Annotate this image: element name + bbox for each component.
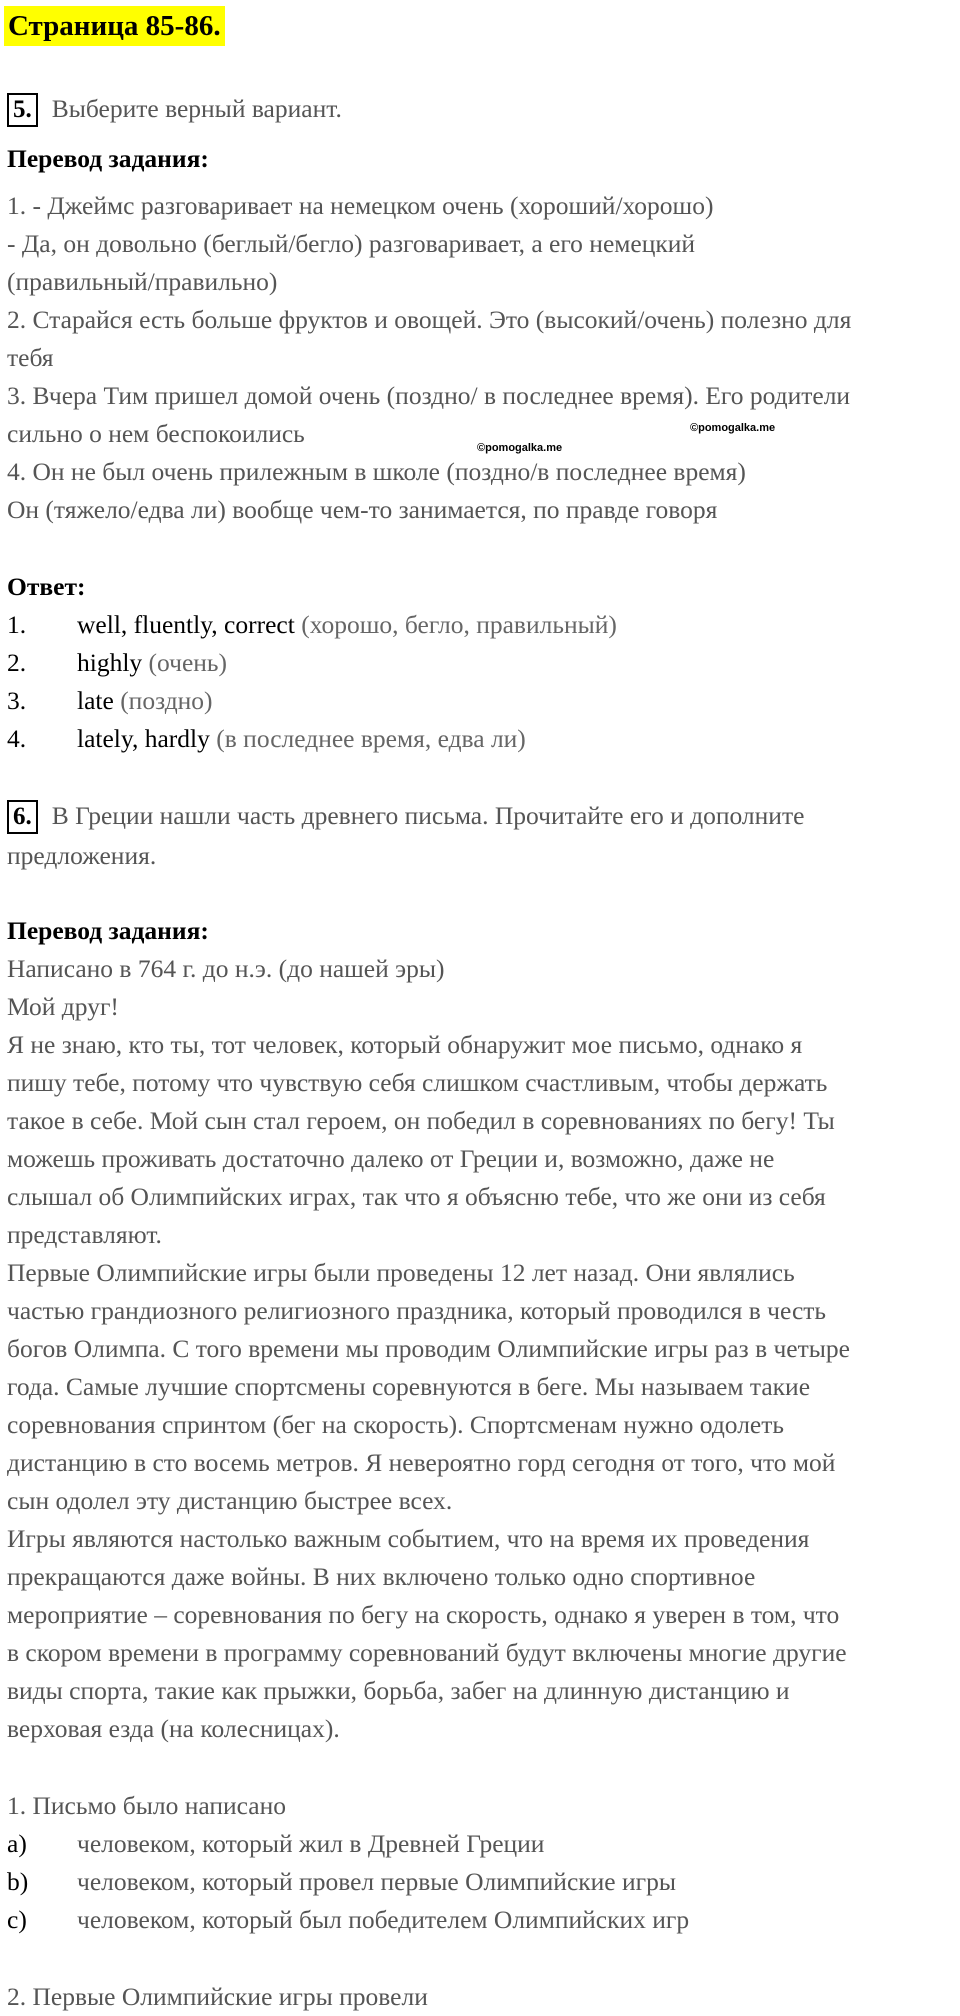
page-title: Страница 85-86.: [4, 6, 225, 46]
task5-translation-line: 2. Старайся есть больше фруктов и овощей. Это (высокий/очень) полезно для: [7, 305, 852, 334]
task5-translation-line: Он (тяжело/едва ли) вообще чем-то занимается, по правде говоря: [7, 495, 718, 524]
answer-russian: (в последнее время, едва ли): [216, 724, 526, 753]
answer-english: highly: [77, 648, 143, 677]
task5-translation-line: 4. Он не был очень прилежным в школе (поздно/в последнее время): [7, 457, 746, 486]
task6-text-line: Мой друг!: [7, 992, 119, 1021]
task6-text-line: частью грандиозного религиозного праздника, который проводился в честь: [7, 1296, 827, 1325]
task5-translation-line: сильно о нем беспокоились: [7, 419, 305, 448]
task6-text-line: виды спорта, такие как прыжки, борьба, забег на длинную дистанцию и: [7, 1676, 790, 1705]
task6-text-line: прекращаются даже войны. В них включено только одно спортивное: [7, 1562, 756, 1591]
task6-text-line: слышал об Олимпийских играх, так что я объясню тебе, что же они из себя: [7, 1182, 826, 1211]
answer-number: 4.: [7, 724, 27, 753]
question1-option: [7, 1825, 544, 1863]
question1-stem: 1. Письмо было написано: [7, 1791, 286, 1820]
task6-number: 6.: [7, 800, 38, 834]
task6-text-line: Написано в 764 г. до н.э. (до нашей эры): [7, 954, 445, 983]
task6-text-line: в скором времени в программу соревнований будут включены многие другие: [7, 1638, 847, 1667]
answer-english: late: [77, 686, 114, 715]
question1-option: [7, 1863, 676, 1901]
option-text: человеком, который жил в Древней Греции: [77, 1829, 545, 1858]
option-letter: b): [7, 1867, 29, 1896]
task5-translation-line: 3. Вчера Тим пришел домой очень (поздно/ в последнее время). Его родители: [7, 381, 851, 410]
watermark: ©pomogalka.me: [477, 442, 563, 454]
answer-russian: (очень): [148, 648, 228, 677]
task6-text-line: года. Самые лучшие спортсмены соревнуются в беге. Мы называем такие: [7, 1372, 811, 1401]
task6-instruction: В Греции нашли часть древнего письма. Прочитайте его и дополните: [51, 801, 805, 830]
answer-english: lately, hardly: [77, 724, 210, 753]
task6-text-line: пишу тебе, потому что чувствую себя слишком счастливым, чтобы держать: [7, 1068, 828, 1097]
question2-stem: 2. Первые Олимпийские игры провели: [7, 1982, 428, 2011]
task5-header: [7, 90, 342, 128]
answer-number: 1.: [7, 610, 27, 639]
answer-item: [7, 720, 526, 758]
answer-item: [7, 644, 227, 682]
task5-instruction: Выберите верный вариант.: [51, 94, 342, 123]
task5-translation-line: 1. - Джеймс разговаривает на немецком очень (хороший/хорошо): [7, 191, 714, 220]
task6-text-line: Игры являются настолько важным событием, что на время их проведения: [7, 1524, 810, 1553]
option-letter: c): [7, 1905, 27, 1934]
option-letter: a): [7, 1829, 27, 1858]
task6-text-line: мероприятие – соревнования по бегу на скорость, однако я уверен в том, что: [7, 1600, 840, 1629]
task6-text-line: соревнования спринтом (бег на скорость). Спортсменам нужно одолеть: [7, 1410, 785, 1439]
option-text: человеком, который провел первые Олимпийские игры: [77, 1867, 676, 1896]
task6-instruction-line: предложения.: [7, 841, 157, 870]
task5-translation-heading: Перевод задания:: [7, 144, 209, 173]
answer-item: [7, 606, 617, 644]
task5-number: 5.: [7, 93, 38, 127]
answer-number: 3.: [7, 686, 27, 715]
task6-translation-heading: Перевод задания:: [7, 916, 209, 945]
task6-text-line: верховая езда (на колесницах).: [7, 1714, 340, 1743]
answer-item: [7, 682, 213, 720]
task6-text-line: представляют.: [7, 1220, 162, 1249]
task5-answer-heading: Ответ:: [7, 572, 86, 601]
option-text: человеком, который был победителем Олимпийских игр: [77, 1905, 690, 1934]
task6-text-line: сын одолел эту дистанцию быстрее всех.: [7, 1486, 453, 1515]
answer-english: well, fluently, correct: [77, 610, 295, 639]
task6-text-line: такое в себе. Мой сын стал героем, он победил в соревнованиях по бегу! Ты: [7, 1106, 835, 1135]
task5-translation-line: тебя: [7, 343, 54, 372]
task6-text-line: дистанцию в сто восемь метров. Я невероятно горд сегодня от того, что мой: [7, 1448, 836, 1477]
task5-translation-line: - Да, он довольно (беглый/бегло) разговаривает, а его немецкий: [7, 229, 696, 258]
task5-translation-line: (правильный/правильно): [7, 267, 278, 296]
task6-text-line: богов Олимпа. С того времени мы проводим Олимпийские игры раз в четыре: [7, 1334, 850, 1363]
answer-russian: (поздно): [120, 686, 213, 715]
task6-text-line: Я не знаю, кто ты, тот человек, который обнаружит мое письмо, однако я: [7, 1030, 803, 1059]
task6-text-line: Первые Олимпийские игры были проведены 12 лет назад. Они являлись: [7, 1258, 795, 1287]
answer-number: 2.: [7, 648, 27, 677]
question1-option: [7, 1901, 689, 1939]
task6-text-line: можешь проживать достаточно далеко от Греции и, возможно, даже не: [7, 1144, 775, 1173]
task6-header: [7, 797, 804, 835]
watermark: ©pomogalka.me: [690, 422, 776, 434]
answer-russian: (хорошо, бегло, правильный): [301, 610, 617, 639]
